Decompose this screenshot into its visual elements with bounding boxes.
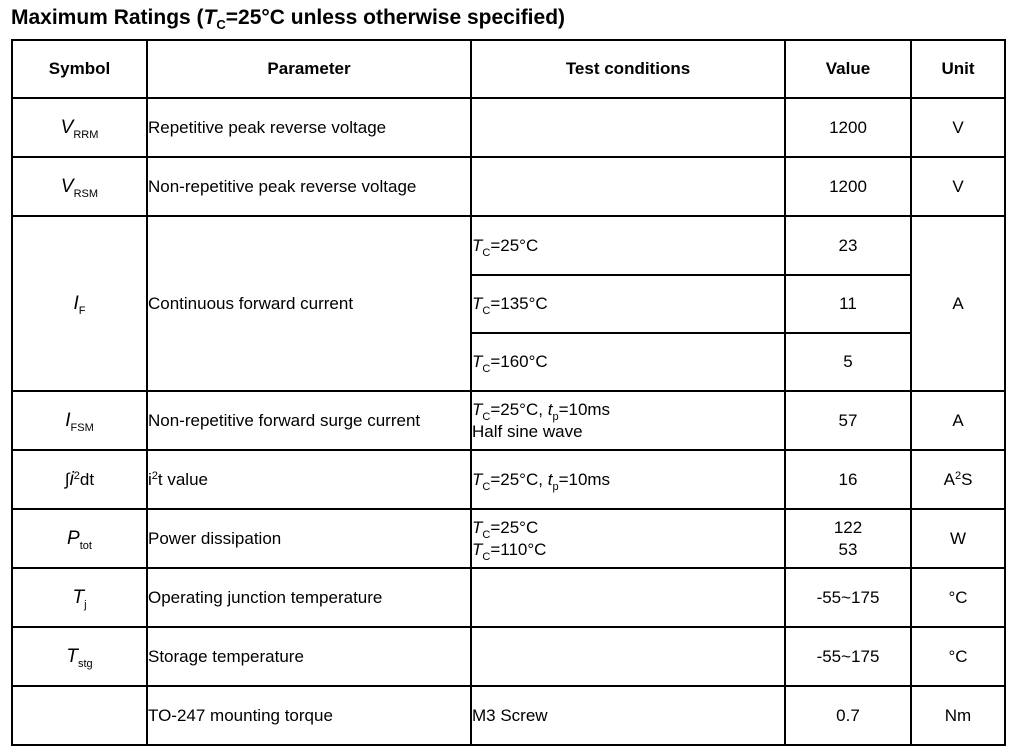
symbol-letter: T: [66, 645, 78, 667]
header-row: [12, 40, 1005, 98]
symbol-letter: i: [69, 468, 74, 490]
value-cell: [785, 509, 911, 568]
param-sup: 2: [151, 469, 158, 482]
table-row: [12, 627, 1005, 686]
conditions-cell: [471, 391, 785, 450]
symbol-sub: F: [78, 304, 86, 317]
integral-sign: ∫: [64, 469, 70, 489]
cond-var: T: [472, 352, 483, 371]
header-parameter: Parameter: [147, 40, 471, 98]
symbol-letter: V: [60, 175, 74, 197]
table-row: [12, 568, 1005, 627]
symbol-cell: [12, 509, 147, 568]
conditions-cell: [471, 509, 785, 568]
value-line: 122: [833, 517, 863, 537]
symbol-sub: RSM: [73, 187, 99, 200]
conditions-cell: [471, 216, 785, 275]
unit-text: A: [943, 469, 955, 489]
cond-text: =25°C,: [490, 399, 548, 419]
value-cell: 11: [785, 275, 911, 333]
cond-line: [472, 539, 784, 561]
page-title: [11, 6, 565, 30]
parameter-cell: Power dissipation: [147, 509, 471, 568]
value-cell: 16: [785, 450, 911, 509]
table-row: [12, 686, 1005, 745]
cond-text: =10ms: [558, 469, 611, 489]
conditions-cell: [471, 98, 785, 157]
value-cell: 0.7: [785, 686, 911, 745]
unit-cell: V: [911, 157, 1005, 216]
cond-text: =160°C: [490, 352, 548, 371]
unit-sup: 2: [954, 469, 962, 482]
parameter-cell: Non-repetitive forward surge current: [147, 391, 471, 450]
symbol-sub: RRM: [73, 128, 99, 141]
symbol-cell: [12, 98, 147, 157]
cond-sub: C: [482, 480, 491, 493]
header-conditions: Test conditions: [471, 40, 785, 98]
cond-line: [472, 517, 784, 539]
cond-line: Half sine wave: [472, 421, 583, 441]
unit-text: S: [961, 469, 973, 489]
parameter-cell: [147, 450, 471, 509]
symbol-sup: 2: [73, 469, 80, 482]
parameter-cell: Repetitive peak reverse voltage: [147, 98, 471, 157]
ratings-table: [11, 39, 1006, 746]
cond-var: t: [547, 469, 553, 489]
symbol-sub: FSM: [70, 421, 94, 434]
cond-text: =10ms: [558, 399, 611, 419]
cond-sub: C: [482, 246, 491, 259]
unit-cell: Nm: [911, 686, 1005, 745]
cond-var: T: [472, 539, 483, 559]
symbol-letter: I: [73, 292, 79, 314]
header-unit: Unit: [911, 40, 1005, 98]
header-symbol: Symbol: [12, 40, 147, 98]
cond-sub: C: [482, 305, 491, 317]
conditions-cell: [471, 275, 785, 333]
conditions-cell: [471, 568, 785, 627]
cond-text: =135°C: [490, 294, 548, 313]
cond-var: T: [472, 235, 483, 255]
symbol-cell: [12, 627, 147, 686]
title-prefix: Maximum Ratings (: [11, 6, 204, 29]
symbol-cell: [12, 686, 147, 745]
title-var: T: [203, 6, 217, 29]
table-row: [12, 450, 1005, 509]
title-sub: C: [216, 17, 226, 32]
symbol-cell: [12, 391, 147, 450]
value-cell: -55~175: [785, 568, 911, 627]
param-text: i: [148, 469, 152, 489]
conditions-cell: [471, 333, 785, 391]
value-cell: 1200: [785, 157, 911, 216]
table-row: [12, 509, 1005, 568]
value-cell: 23: [785, 216, 911, 275]
cond-var: t: [547, 399, 553, 419]
title-suffix: =25°C unless otherwise specified): [225, 6, 566, 29]
symbol-cell: [12, 216, 147, 391]
parameter-cell: Continuous forward current: [147, 216, 471, 391]
param-text: t value: [157, 469, 208, 489]
cond-var: T: [472, 517, 483, 537]
cond-text: =110°C: [490, 539, 547, 559]
value-cell: 5: [785, 333, 911, 391]
cond-sub: C: [482, 528, 491, 541]
value-cell: 57: [785, 391, 911, 450]
cond-var: T: [472, 399, 483, 419]
cond-sub: p: [552, 410, 559, 423]
unit-cell: °C: [911, 568, 1005, 627]
table-row: [12, 157, 1005, 216]
symbol-cell: [12, 568, 147, 627]
symbol-sub: stg: [77, 657, 93, 670]
conditions-cell: [471, 450, 785, 509]
unit-cell: A: [911, 391, 1005, 450]
unit-cell: [911, 450, 1005, 509]
unit-cell: V: [911, 98, 1005, 157]
unit-cell: W: [911, 509, 1005, 568]
cond-sub: C: [482, 410, 491, 423]
symbol-letter: P: [67, 527, 80, 549]
cond-text: =25°C: [490, 517, 539, 537]
cond-sub: C: [482, 363, 491, 375]
symbol-letter: T: [72, 586, 85, 608]
unit-cell: A: [911, 216, 1005, 391]
cond-sub: C: [482, 550, 491, 563]
parameter-cell: Non-repetitive peak reverse voltage: [147, 157, 471, 216]
cond-line: [472, 399, 784, 421]
unit-cell: °C: [911, 627, 1005, 686]
cond-var: T: [472, 469, 483, 489]
header-value: Value: [785, 40, 911, 98]
symbol-rest: dt: [79, 469, 95, 489]
value-cell: 1200: [785, 98, 911, 157]
conditions-cell: M3 Screw: [471, 686, 785, 745]
symbol-sub: j: [84, 598, 87, 611]
symbol-cell: [12, 157, 147, 216]
symbol-cell: [12, 450, 147, 509]
parameter-cell: Storage temperature: [147, 627, 471, 686]
cond-text: =25°C: [490, 235, 539, 255]
table-row: [12, 98, 1005, 157]
conditions-cell: [471, 627, 785, 686]
conditions-cell: [471, 157, 785, 216]
cond-text: =25°C,: [490, 469, 548, 489]
value-cell: -55~175: [785, 627, 911, 686]
symbol-letter: I: [65, 409, 71, 431]
value-line: 53: [838, 539, 858, 559]
parameter-cell: Operating junction temperature: [147, 568, 471, 627]
cond-sub: p: [552, 480, 559, 493]
table-row: [12, 391, 1005, 450]
cond-var: T: [472, 294, 483, 313]
symbol-letter: V: [60, 116, 74, 138]
parameter-cell: TO-247 mounting torque: [147, 686, 471, 745]
symbol-sub: tot: [79, 539, 92, 552]
table-row: [12, 216, 1005, 275]
